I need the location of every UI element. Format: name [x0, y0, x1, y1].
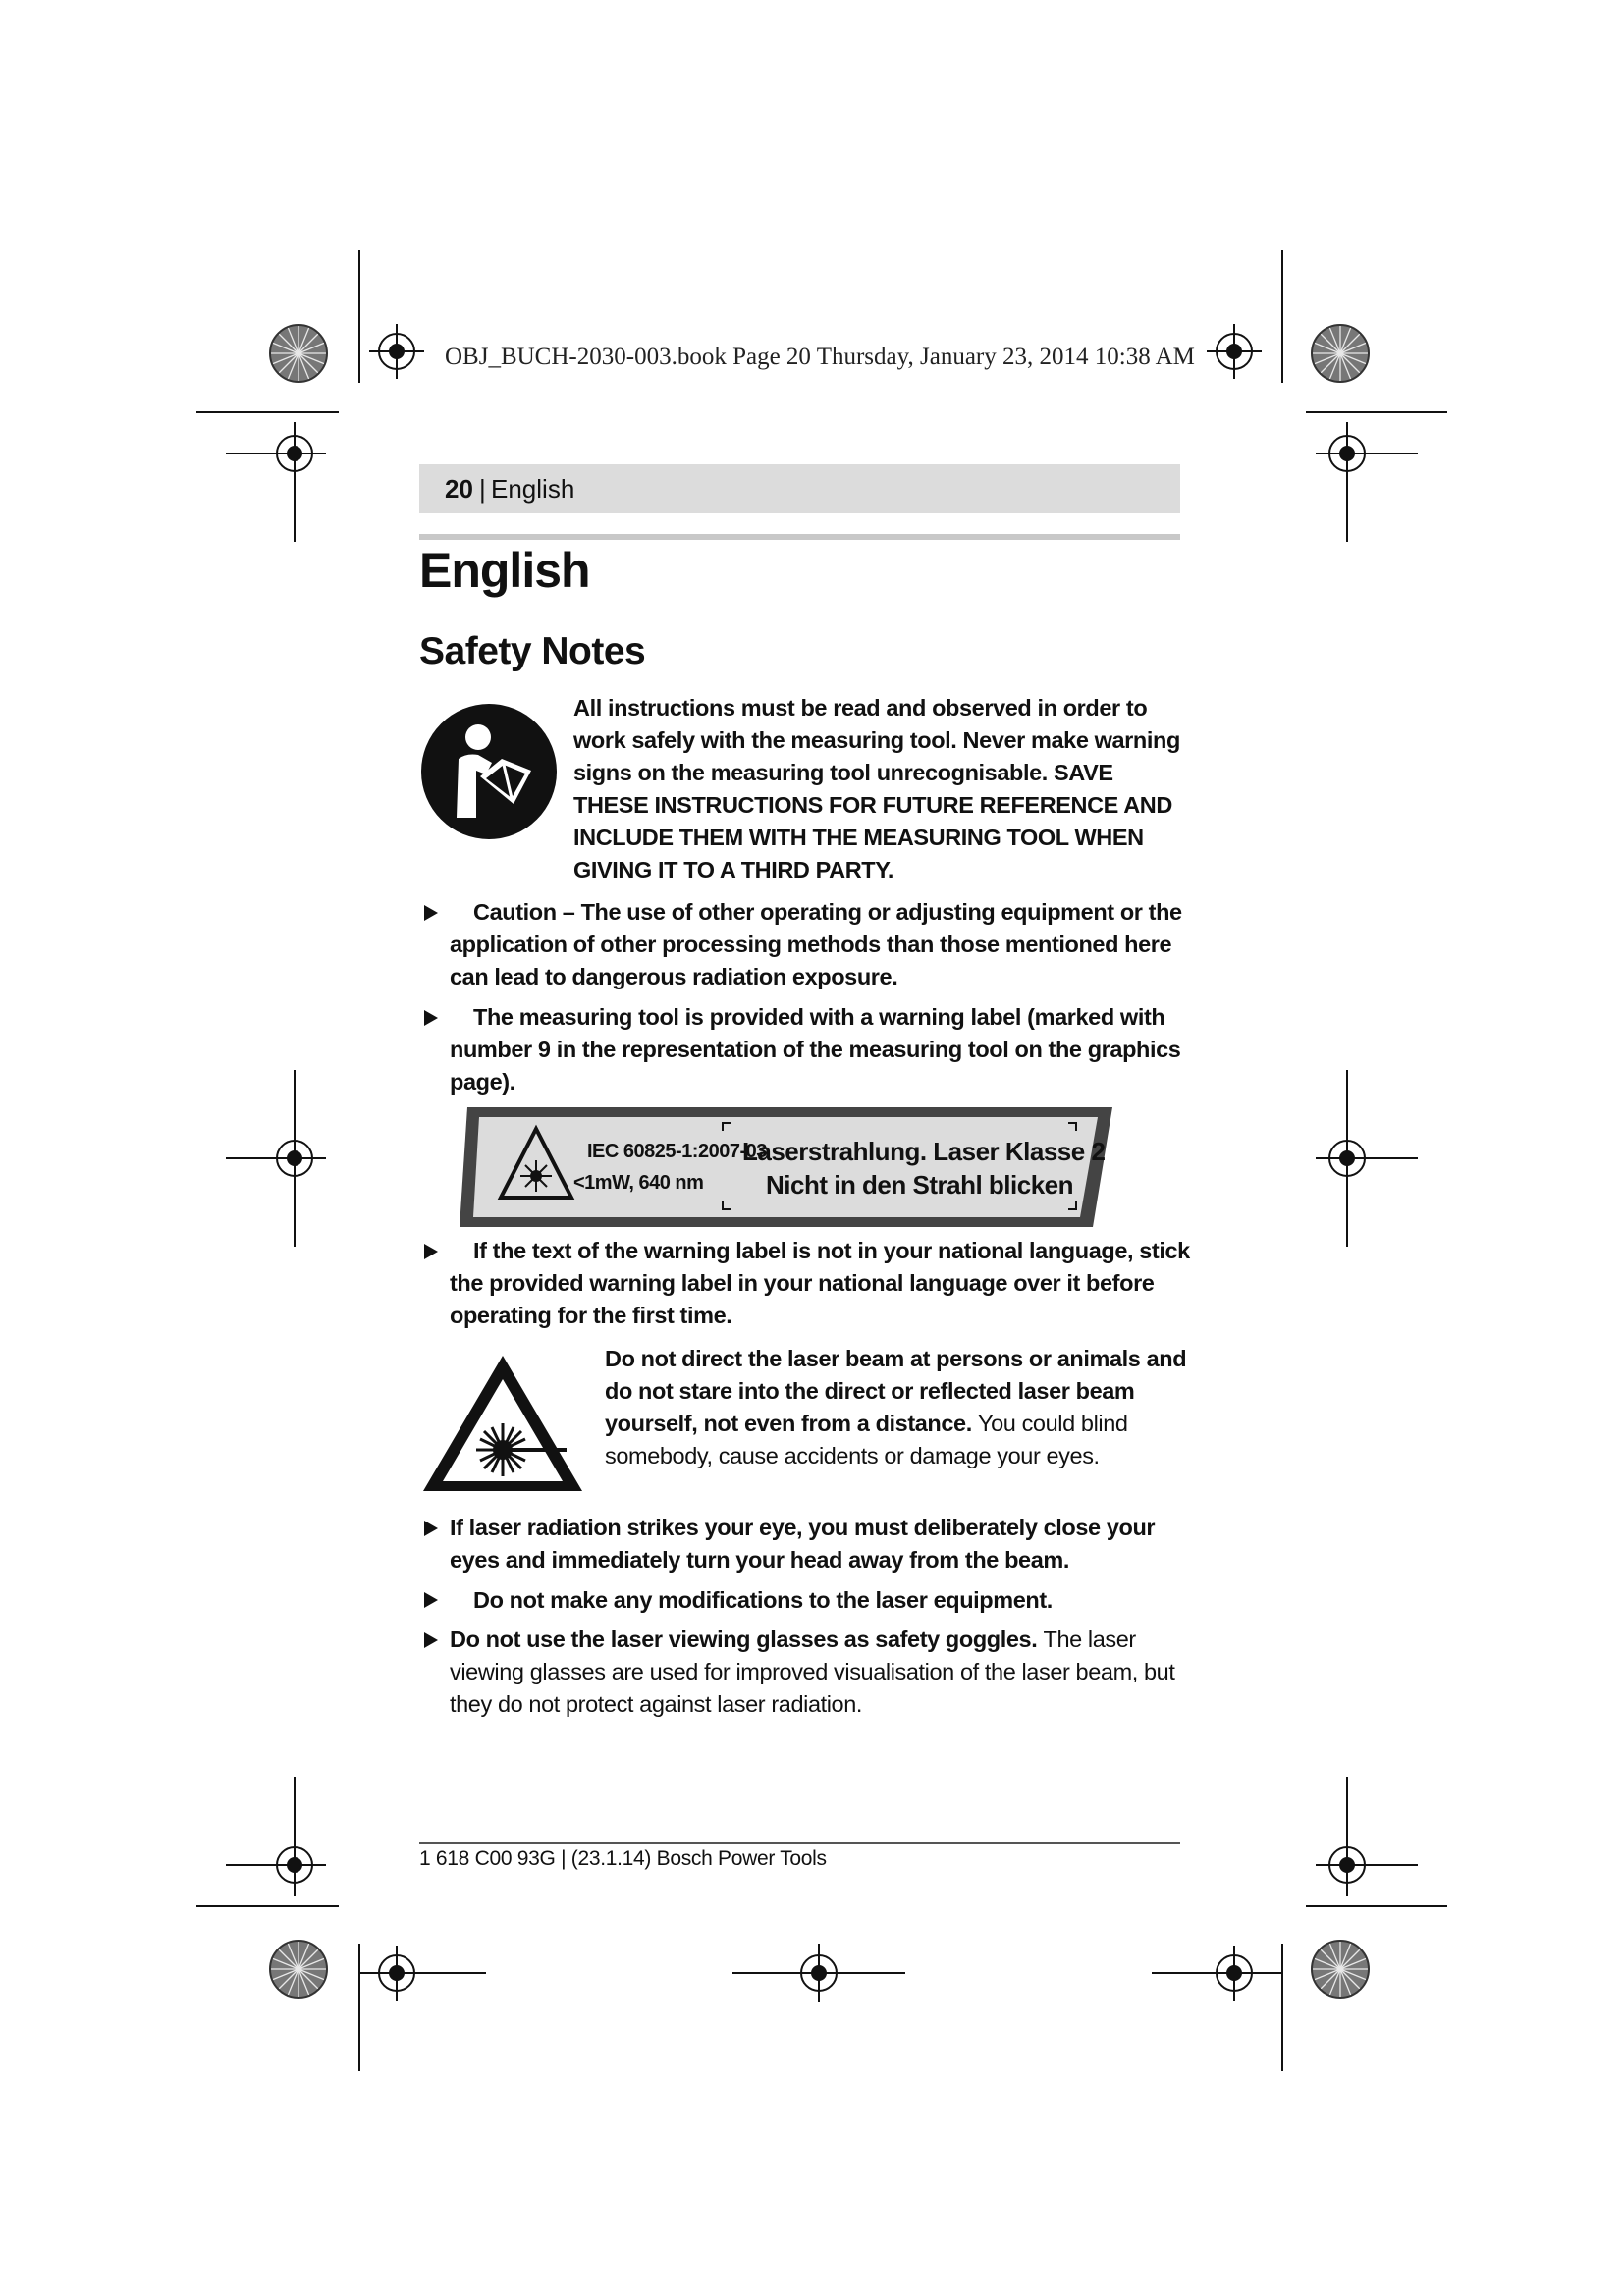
bullet-icon: [424, 1244, 438, 1259]
footer-rule: [419, 1842, 1180, 1844]
glasses-normal: The laser viewing glasses are used for improved visualisation of the laser beam, but they do not protect against laser radiation.: [450, 1627, 1175, 1717]
page-title: English: [419, 543, 590, 598]
intro-text: All instructions must be read and observed in order to work safely with the measuring tool. Never make warning signs on the measuring tool unrecognisable. SAVE THESE INSTRUCTIONS FOR FUTURE REFERENCE AND INCLUDE THEM WITH THE MEASURING TOOL WHEN GIVING IT TO A THIRD PARTY.: [573, 695, 1180, 882]
laser-warning-bold: Do not direct the laser beam at persons or animals and do not stare into the direct or reflected laser beam yourself, not even from a distance.: [605, 1346, 1187, 1436]
laser-warning-text: [605, 1343, 1194, 1472]
bullet-icon: [424, 1521, 438, 1536]
no-modifications-item: Do not make any modifications to the laser equipment.: [473, 1587, 1053, 1613]
header-language: English: [491, 474, 575, 504]
page-number: 20: [445, 474, 473, 504]
label-line-2: Nicht in den Strahl blicken: [766, 1170, 1073, 1200]
page-header: [419, 464, 1180, 513]
read-manual-icon: [419, 702, 559, 841]
page-footer: 1 618 C00 93G | (23.1.14) Bosch Power Tools: [419, 1847, 827, 1870]
bullet-icon: [424, 1592, 438, 1608]
laser-warning-label: [460, 1107, 1112, 1227]
bullet-icon: [424, 1010, 438, 1026]
caution-item: Caution – The use of other operating or adjusting equipment or the application of other processing methods than those mentioned here can lead to dangerous radiation exposure.: [450, 899, 1182, 989]
header-rule: [419, 534, 1180, 540]
header-separator: |: [479, 474, 486, 504]
eye-strike-item: If laser radiation strikes your eye, you must deliberately close your eyes and immediately turn your head away from the beam.: [450, 1515, 1156, 1573]
warning-label-frame: [460, 1107, 1112, 1227]
label-standard: IEC 60825-1:2007-03: [587, 1141, 767, 1162]
national-language-item: If the text of the warning label is not in your national language, stick the provided warning label in your national language over it before operating for the first time.: [450, 1238, 1190, 1328]
glasses-item: [450, 1624, 1206, 1721]
section-title: Safety Notes: [419, 630, 646, 672]
laser-warning-normal: You could blind somebody, cause accidents or damage your eyes.: [605, 1411, 1128, 1468]
bullet-icon: [424, 905, 438, 921]
glasses-bold: Do not use the laser viewing glasses as safety goggles.: [450, 1627, 1038, 1652]
print-slug: OBJ_BUCH-2030-003.book Page 20 Thursday, January 23, 2014 10:38 AM: [445, 344, 1195, 370]
bullet-icon: [424, 1632, 438, 1648]
label-line-1: Laserstrahlung. Laser Klasse 2: [742, 1137, 1106, 1166]
label-spec: <1mW, 640 nm: [573, 1172, 704, 1194]
warning-label-item: The measuring tool is provided with a warning label (marked with number 9 in the representation of the measuring tool on the graphics page).: [450, 1004, 1181, 1095]
crop-marks-bottom: [196, 1777, 1447, 2071]
laser-radiation-icon: [419, 1350, 586, 1497]
